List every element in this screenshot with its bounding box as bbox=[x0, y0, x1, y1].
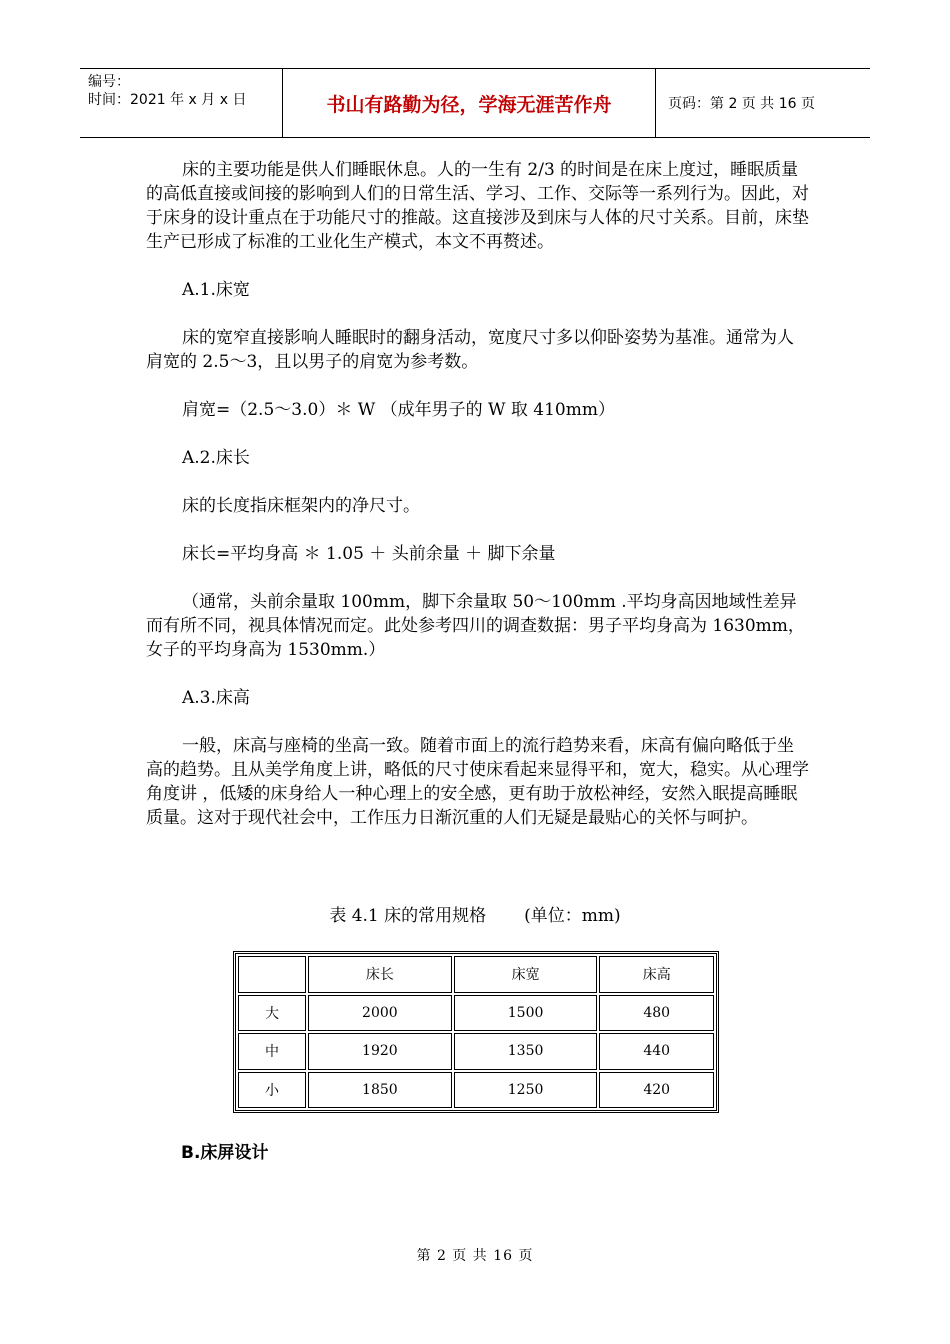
section-b-heading: B.床屏设计 bbox=[181, 1143, 269, 1163]
page-footer: 第 2 页 共 16 页 bbox=[416, 1248, 534, 1264]
table-header-cell: 床长 bbox=[308, 956, 452, 993]
formula-length: 床长=平均身高 ＊ 1.05 ＋ 头前余量 ＋ 脚下余量 bbox=[182, 544, 556, 564]
header-page-info-cell bbox=[656, 69, 870, 137]
table-row bbox=[238, 1072, 714, 1109]
page-header bbox=[80, 68, 870, 138]
table-cell: 1500 bbox=[454, 995, 598, 1032]
serial-label: 编号： bbox=[88, 74, 130, 90]
paragraph-length: 床的长度指床框架内的净尺寸。 bbox=[182, 496, 420, 516]
table-cell: 2000 bbox=[308, 995, 452, 1032]
table-row bbox=[238, 995, 714, 1032]
table-cell: 小 bbox=[238, 1072, 306, 1109]
table-row bbox=[238, 1033, 714, 1070]
header-page-info: 页码：第 2 页 共 16 页 bbox=[668, 96, 815, 112]
header-left-cell bbox=[80, 69, 283, 137]
table-cell: 480 bbox=[599, 995, 714, 1032]
formula-width: 肩宽=（2.5～3.0）＊ W （成年男子的 W 取 410mm） bbox=[182, 400, 615, 420]
table-cell: 1920 bbox=[308, 1033, 452, 1070]
heading-a2: A.2.床长 bbox=[182, 448, 250, 468]
table-caption bbox=[0, 904, 950, 928]
paragraph-length-note: （通常，头前余量取 100mm，脚下余量取 50～100mm .平均身高因地域性差异而有所不同，视具体情况而定。此处参考四川的调查数据：男子平均身高为 1630mm，女子的平均身高为 1530mm.） bbox=[146, 592, 805, 660]
table-caption-title: 表 4.1 床的常用规格 bbox=[329, 906, 487, 926]
table-cell: 440 bbox=[599, 1033, 714, 1070]
table-header-row bbox=[238, 956, 714, 993]
paragraph-width: 床的宽窄直接影响人睡眠时的翻身活动，宽度尺寸多以仰卧姿势为基准。通常为人肩宽的 2.5～3，且以男子的肩宽为参考数。 bbox=[146, 328, 794, 372]
paragraph-intro: 床的主要功能是供人们睡眠休息。人的一生有 2/3 的时间是在床上度过，睡眠质量的高低直接或间接的影响到人们的日常生活、学习、工作、交际等一系列行为。因此，对于床身的设计重点在于功能尺寸的推敲。这直接涉及到床与人体的尺寸关系。目前，床垫生产已形成了标准的工业化生产模式，本文不再赘述。 bbox=[146, 160, 809, 252]
paragraph-height: 一般，床高与座椅的坐高一致。随着市面上的流行趋势来看，床高有偏向略低于坐高的趋势。且从美学角度上讲，略低的尺寸使床看起来显得平和，宽大，稳实。从心理学角度讲 ，低矮的床身给人一种心理上的安全感，更有助于放松神经，安然入眠提高睡眠质量。这对于现代社会中，工作压力日渐沉重的人们无疑是最贴心的关怀与呵护。 bbox=[146, 736, 809, 828]
table-cell: 1850 bbox=[308, 1072, 452, 1109]
heading-a3: A.3.床高 bbox=[182, 688, 250, 708]
document-body bbox=[146, 158, 810, 830]
table-cell: 中 bbox=[238, 1033, 306, 1070]
table-header-cell: 床宽 bbox=[454, 956, 598, 993]
header-motto: 书山有路勤为径，学海无涯苦作舟 bbox=[283, 69, 656, 137]
table-cell: 420 bbox=[599, 1072, 714, 1109]
date-line: 时间：2021 年 x 月 x 日 bbox=[88, 92, 247, 108]
spec-table-frame bbox=[233, 951, 719, 1113]
heading-a1: A.1.床宽 bbox=[182, 280, 250, 300]
spec-table bbox=[236, 954, 716, 1110]
table-caption-unit: (单位：mm) bbox=[524, 906, 621, 926]
table-cell: 1250 bbox=[454, 1072, 598, 1109]
table-cell: 大 bbox=[238, 995, 306, 1032]
table-cell: 1350 bbox=[454, 1033, 598, 1070]
table-header-cell bbox=[238, 956, 306, 993]
table-header-cell: 床高 bbox=[599, 956, 714, 993]
